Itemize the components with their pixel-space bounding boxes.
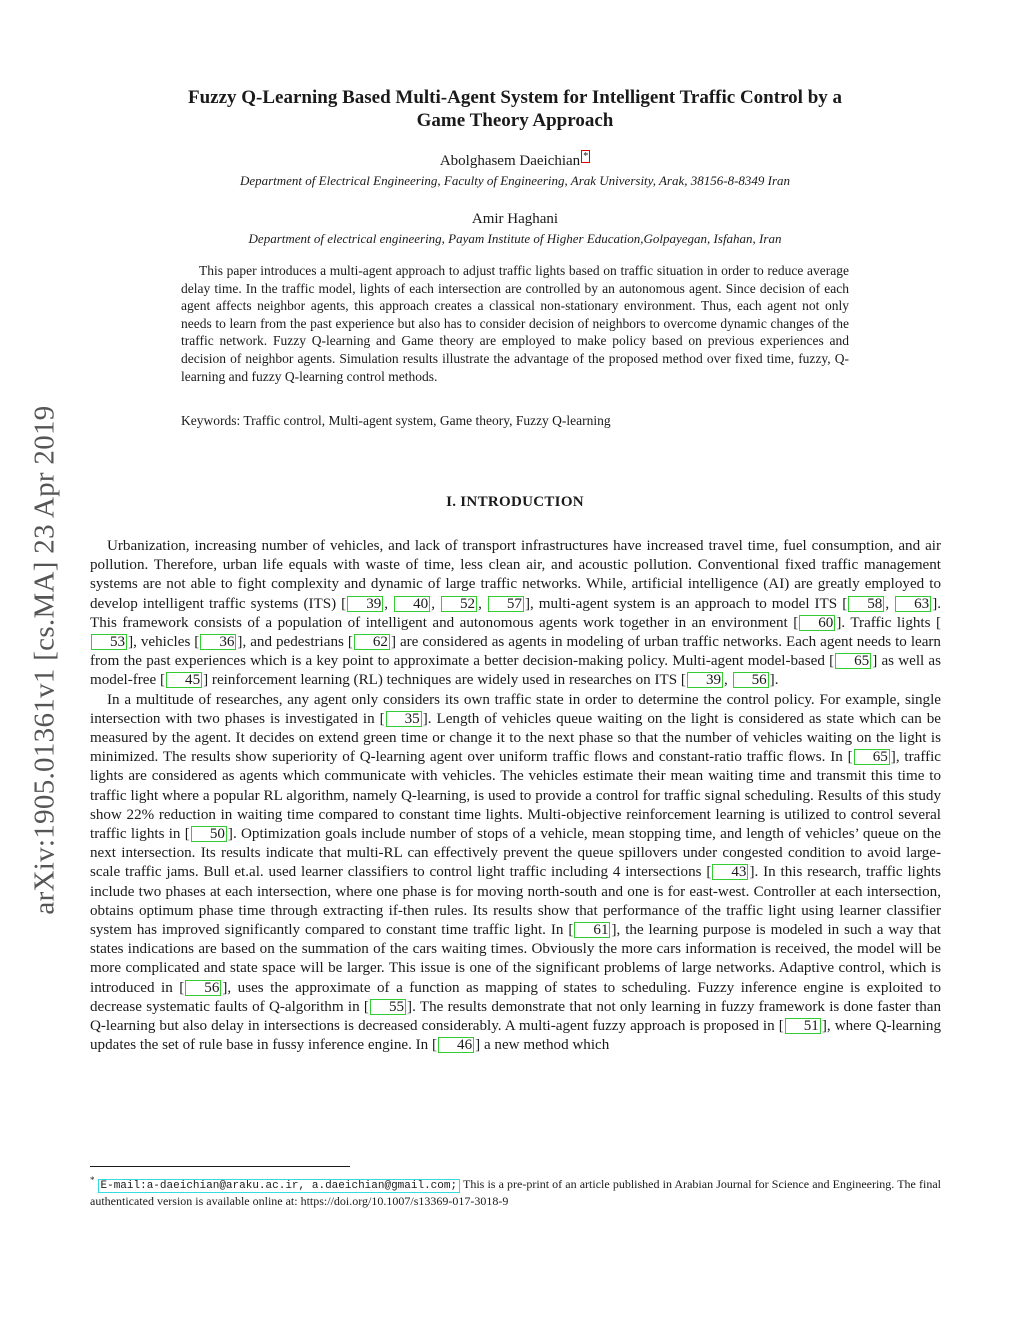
- text-run: . Traffic lights: [841, 614, 936, 631]
- citation-link[interactable]: 39: [687, 672, 723, 688]
- citation-link[interactable]: 63: [895, 596, 931, 612]
- citation-link[interactable]: 53: [91, 634, 127, 650]
- citation-link[interactable]: 56: [185, 980, 221, 996]
- text-run: Urbanization, increasing number of vehicles, and lack of transport infrastructures have increased travel time, fuel consumption, and air pollution. Therefore, urban life equals with waste of time, less clean air, and acoustic pollution. Conventional fixed traffic management systems are not able to fight complexity and dynamic of large traffic networks. While, artificial intelligence (AI) are greatly employed to develop intelligent traffic systems (ITS): [90, 538, 941, 612]
- text-run: , the learning purpose is modeled in such a way that states indications are based on the summation of the cars waiting times. Obviously the more cars information is received, the model will be more complicated and state space will be larger. This issue is one of the significant problems of large networks. Adaptive control, which is introduced in: [90, 922, 941, 996]
- text-run: , where Q-learning updates the set of rule base in fussy inference engine. In: [90, 1018, 941, 1054]
- citation-link[interactable]: 60: [799, 615, 835, 631]
- citation-link[interactable]: 58: [848, 596, 884, 612]
- intro-paragraph-2: In a multitude of researches, any agent only considers its own traffic state in order to determine the control policy. For example, single intersection with two phases is investigated in [ 35 ]. Length of vehicles queue waiting on the light is considered as state which can be measured by the agent. It decides on extend green time or change it to the next phase so that the number of vehicles waiting on the light is minimized. The results show superiority of Q-learning agent over uniform traffic flows and constant-ratio traffic flows. In [ 65 ], traffic lights are considered as agents which communicate with vehicles. The vehicles estimate their mean waiting time and transmit this time to traffic light where a popular RL algorithm, namely Q-learning, is used to provide a control for traffic signal scheduling. Results of this study show 22% reduction in waiting time compared to constant time lights. Multi-objective reinforcement learning is utilized to control several traffic lights in [ 50 ]. Optimization goals include number of stops of a vehicle, mean stopping time, and length of vehicles’ queue on the next intersection. Its results indicate that multi-RL can effectively prevent the queue spillovers under congested condition to avoid large-scale traffic jams. Bull et.al. used learner classifiers to control light traffic including 4 intersections [ 43 ]. In this research, traffic lights include two phases at each intersection, where one phase is for moving north-south and one is for east-west. Controller at each intersection, obtains optimum phase time through extracting if-then rules. Its results show that performance of the traffic light using learner classifier system has improved significantly compared to constant time traffic light. In [ 61 ], the learning purpose is modeled in such a way that states indications are based on the summation of the cars waiting times. Obviously the more cars information is received, the model will be more complicated and state space will be larger. This issue is one of the significant problems of large networks. Adaptive control, which is introduced in [ 56 ], uses the approximate of a function as mapping of states to scheduling. Fuzzy inference engine is exploited to decrease systematic faults of Q-algorithm in [ 55 ]. The results demonstrate that not only learning in fuzzy framework is done faster than Q-learning but also delay in intersections is decreased considerably. A multi-agent fuzzy approach is proposed in [ 51 ], where Q-learning updates the set of rule base in fussy inference engine. In [ 46 ] a new method which: [90, 691, 942, 1054]
- author-2-name: Amir Haghani: [471, 211, 559, 227]
- citation-link[interactable]: 35: [386, 711, 422, 727]
- text-run: . This framework consists of a population of intelligent and autonomous agents work together in an environment: [90, 595, 942, 631]
- footnote-marker: *: [90, 1175, 95, 1185]
- author-2-affiliation: Department of electrical engineering, Payam Institute of Higher Education,Golpayegan, Isfahan, Iran: [248, 231, 782, 246]
- citation-link[interactable]: 65: [835, 653, 871, 669]
- citation-bracket: [: [341, 595, 347, 612]
- citation-link[interactable]: 62: [354, 634, 390, 650]
- text-run: are considered as agents in modeling of urban traffic networks. Each agent needs to learn from the past experiences which is a key point to approximate a better decision-making policy. Multi-agent model-based: [90, 634, 941, 670]
- text-run: . Optimization goals include number of stops of a vehicle, mean stopping time, and length of vehicles’ queue on the next intersection. Its results indicate that multi-RL can effectively prevent the queue spillovers under congested condition to avoid large-scale traffic jams. Bull et.al. used learner classifiers to control light traffic including 4 intersections: [90, 826, 941, 881]
- introduction-body: [90, 537, 941, 1055]
- section-heading-introduction: I. INTRODUCTION: [446, 494, 584, 510]
- text-run: , traffic lights are considered as agents which communicate with vehicles. The vehicles estimate their mean waiting time and transmit this time to traffic light where a popular RL algorithm, namely Q-learning, is used to provide a control for traffic signal scheduling. Results of this study show 22% reduction in waiting time compared to constant time lights. Multi-objective reinforcement learning is utilized to control several traffic lights in: [90, 749, 942, 843]
- author-1-name: Abolghasem Daeichian: [439, 153, 581, 169]
- text-run: reinforcement learning (RL) techniques are widely used in researches on ITS: [208, 672, 681, 689]
- citation-link[interactable]: 36: [200, 634, 236, 650]
- keywords: Keywords: Traffic control, Multi-agent system, Game theory, Fuzzy Q-learning: [181, 413, 611, 428]
- citation-link[interactable]: 39: [347, 596, 383, 612]
- text-run: a new method which: [480, 1037, 610, 1054]
- citation-link[interactable]: 51: [785, 1018, 821, 1034]
- citation-link[interactable]: 52: [441, 596, 477, 612]
- citation-link[interactable]: 43: [712, 864, 748, 880]
- text-run: , and pedestrians: [242, 634, 348, 651]
- citation-link[interactable]: 65: [854, 749, 890, 765]
- footnote: [90, 1173, 941, 1209]
- abstract: [181, 262, 849, 385]
- author-1: [90, 152, 940, 170]
- text-run: , uses the approximate of a function as mapping of states to scheduling. Fuzzy inference engine is exploited to decrease systematic faults of Q-algorithm in: [90, 979, 941, 1015]
- citation-link[interactable]: 50: [191, 826, 227, 842]
- text-run: In a multitude of researches, any agent only considers its own traffic state in order to determine the control policy. For example, single intersection with two phases is investigated in: [90, 691, 941, 727]
- arxiv-sidebar: [25, 340, 65, 980]
- citation-link[interactable]: 61: [574, 922, 610, 938]
- text-run: , multi-agent system is an approach to model ITS: [530, 595, 843, 612]
- text-run: as well as model-free: [90, 653, 941, 689]
- text-run: . In this research, traffic lights include two phases at each intersection, where one phase is for moving north-south and one is for east-west. Controller at each intersection, obtains optimum phase time through extracting if-then rules. Its results show that performance of the traffic light using learner classifier system has improved significantly compared to constant time traffic light. In: [90, 864, 941, 939]
- citation-link[interactable]: 45: [166, 672, 202, 688]
- author-2: [90, 210, 940, 228]
- citation-link[interactable]: 56: [733, 672, 769, 688]
- text-run: . Length of vehicles queue waiting on the light is considered as state which can be measured by the agent. It decides on extend green time or change it to the next phase so that the number of vehicles waiting on the light is minimized. The results show superiority of Q-learning agent over uniform traffic flows and constant-ratio traffic flows. In: [90, 710, 941, 766]
- citation-link[interactable]: 40: [394, 596, 430, 612]
- author-1-affiliation: Department of Electrical Engineering, Faculty of Engineering, Arak University, Arak, 38156-8-8349 Iran: [239, 173, 791, 188]
- citation-link[interactable]: 55: [370, 999, 406, 1015]
- email-link[interactable]: E-mail:a-daeichian@araku.ac.ir, a.daeichian@gmail.com;: [98, 1179, 461, 1193]
- title-line-1: Fuzzy Q-Learning Based Multi-Agent System for Intelligent Traffic Control by a: [187, 87, 843, 108]
- text-run: . The results demonstrate that not only learning in fuzzy framework is done faster than Q-learning but also delay in intersections is decreased considerably. A multi-agent fuzzy approach is proposed in: [90, 998, 941, 1035]
- footnote-text: This is a pre-print of an article published in Arabian Journal for Science and Engineering. The final authenticated version is available online at: https://doi.org/10.1007/s13369-017-3018-9: [90, 1177, 941, 1208]
- text-run: , vehicles: [133, 634, 195, 651]
- citation-link[interactable]: 46: [438, 1037, 474, 1053]
- paper-title: [90, 86, 940, 132]
- footnote-link[interactable]: *: [583, 151, 589, 162]
- text-run: .: [774, 672, 779, 689]
- arxiv-identifier: arXiv:1905.01361v1 [cs.MA] 23 Apr 2019: [28, 405, 61, 915]
- citation-link[interactable]: 57: [488, 596, 524, 612]
- footnote-divider: [90, 1166, 350, 1167]
- title-line-2: Game Theory Approach: [416, 110, 614, 131]
- intro-paragraph-1: Urbanization, increasing number of vehicles, and lack of transport infrastructures have increased travel time, fuel consumption, and air pollution. Therefore, urban life equals with waste of time, less clean air, and acoustic pollution. Conventional fixed traffic management systems are not able to fight complexity and dynamic of large traffic networks. While, artificial intelligence (AI) are greatly employed to develop intelligent traffic systems (ITS) [ 39 , 40 , 52 , 57 ], multi-agent system is an approach to model ITS [ 58 , 63 ]. This framework consists of a population of intelligent and autonomous agents work together in an environment [ 60 ]. Traffic lights [53 ], vehicles [ 36 ], and pedestrians [ 62 ] are considered as agents in modeling of urban traffic networks. Each agent needs to learn from the past experiences which is a key point to approximate a better decision-making policy. Multi-agent model-based [ 65 ] as well as model-free [ 45 ] reinforcement learning (RL) techniques are widely used in researches on ITS [ 39 , 56 ].: [90, 538, 942, 689]
- abstract-text: This paper introduces a multi-agent approach to adjust traffic lights based on traffic situation in order to reduce average delay time. In the traffic model, lights of each intersection are controlled by an autonomous agent. Since decision of each agent affects neighbor agents, this approach creates a classical non-stationary environment. Thus, each agent not only needs to learn from the past experience but also has to consider decision of neighbors to overcome dynamic changes of the traffic network. Fuzzy Q-learning and Game theory are employed to make policy based on previous experiences and decision of neighbor agents. Simulation results illustrate the advantage of the proposed method over fixed time, fuzzy, Q-learning and fuzzy Q-learning control methods.: [181, 263, 849, 384]
